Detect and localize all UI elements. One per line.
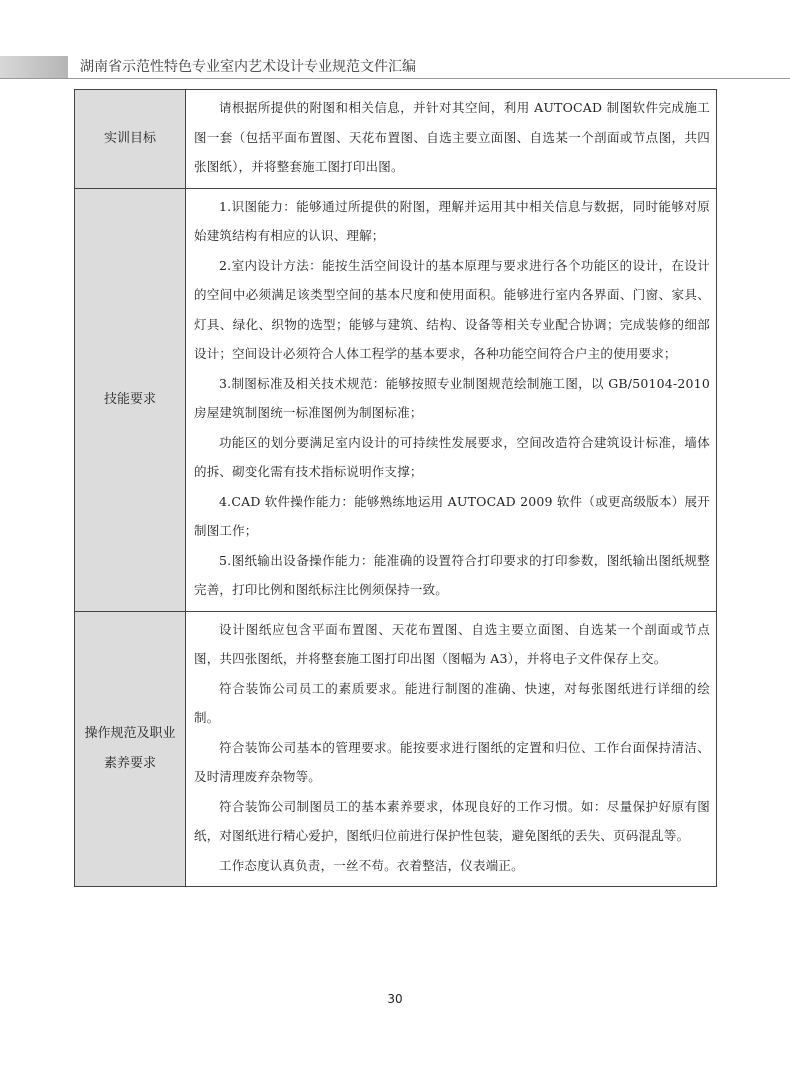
paragraph: 请根据所提供的附图和相关信息，并针对其空间，利用 AUTOCAD 制图软件完成施工图一套（包括平面布置图、天花布置图、自选主要立面图、自选某一个剖面或节点图，共四张图纸），并将整套施工图打印出图。 <box>194 100 710 174</box>
paragraph: 符合装饰公司制图员工的基本素养要求，体现良好的工作习惯。如：尽量保护好原有图纸，对图纸进行精心爱护，图纸归位前进行保护性包装，避免图纸的丢失、页码混乱等。 <box>194 798 710 843</box>
paragraph: 1.识图能力：能够通过所提供的附图，理解并运用其中相关信息与数据，同时能够对原始建筑结构有相应的认识、理解； <box>194 198 710 243</box>
table-row-skill-requirements <box>75 188 717 611</box>
row-content <box>186 611 717 887</box>
paragraph: 设计图纸应包含平面布置图、天花布置图、自选主要立面图、自选某一个剖面或节点图，共四张图纸，并将整套施工图打印出图（图幅为 A3），并将电子文件保存上交。 <box>194 621 710 666</box>
row-label: 技能要求 <box>75 188 186 611</box>
header-title: 湖南省示范性特色专业室内艺术设计专业规范文件汇编 <box>80 59 416 75</box>
spec-table <box>74 89 717 887</box>
paragraph: 2.室内设计方法：能按生活空间设计的基本原理与要求进行各个功能区的设计，在设计的空间中必须满足该类型空间的基本尺度和使用面积。能够进行室内各界面、门窗、家具、灯具、绿化、织物的选型；能够与建筑、结构、设备等相关专业配合协调；完成装修的细部设计；空间设计必须符合人体工程学的基本要求，各种功能空间符合户主的使用要求； <box>194 257 710 361</box>
paragraph: 符合装饰公司员工的素质要求。能进行制图的准确、快速，对每张图纸进行详细的绘制。 <box>194 680 710 725</box>
paragraph: 功能区的划分要满足室内设计的可持续性发展要求，空间改造符合建筑设计标准，墙体的拆、砌变化需有技术指标说明作支撑； <box>194 434 710 479</box>
header-divider <box>0 78 790 79</box>
row-label: 操作规范及职业素养要求 <box>75 611 186 887</box>
row-label: 实训目标 <box>75 90 186 189</box>
paragraph: 3.制图标准及相关技术规范：能够按照专业制图规范绘制施工图，以 GB/50104-2010 房屋建筑制图统一标准图例为制图标准； <box>194 375 710 420</box>
row-content <box>186 188 717 611</box>
header-accent-bar <box>0 56 68 78</box>
paragraph: 4.CAD 软件操作能力：能够熟练地运用 AUTOCAD 2009 软件（或更高级版本）展开制图工作； <box>194 493 710 538</box>
paragraph: 5.图纸输出设备操作能力：能准确的设置符合打印要求的打印参数，图纸输出图纸规整完善，打印比例和图纸标注比例须保持一致。 <box>194 552 710 597</box>
page-number: 30 <box>387 992 403 1006</box>
paragraph: 符合装饰公司基本的管理要求。能按要求进行图纸的定置和归位、工作台面保持清洁、及时清理废弃杂物等。 <box>194 739 710 784</box>
paragraph: 工作态度认真负责，一丝不苟。衣着整洁，仪表端正。 <box>219 857 524 873</box>
row-content <box>186 90 717 189</box>
table-row-operation-standards <box>75 611 717 887</box>
table-row-training-goal <box>75 90 717 189</box>
